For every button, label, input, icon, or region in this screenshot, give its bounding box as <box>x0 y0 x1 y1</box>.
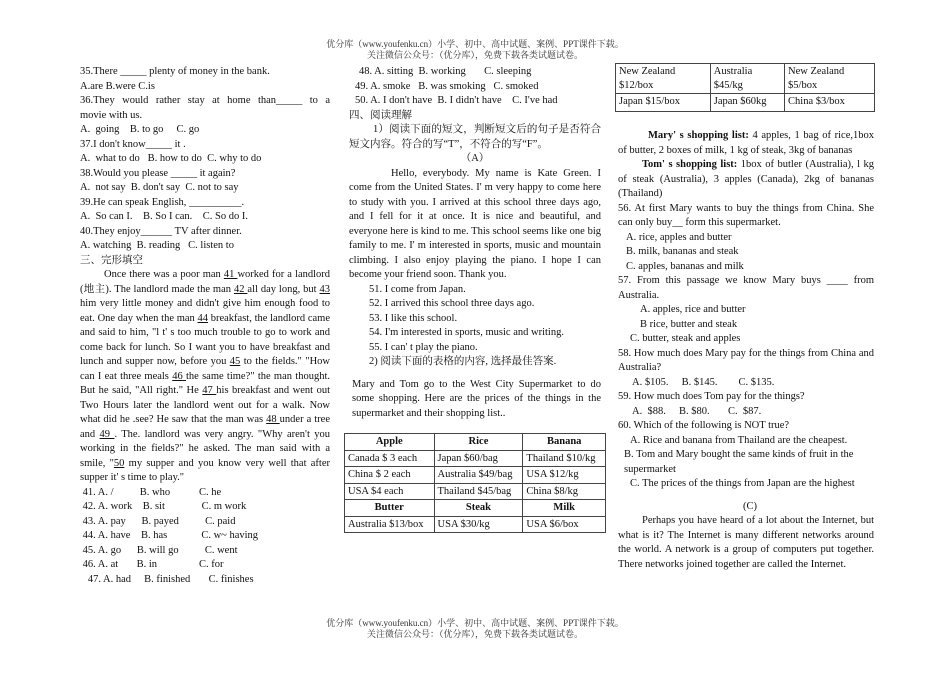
cloze-text: worked for a landlord (地主). The landlord made the man <box>80 269 331 295</box>
table-cell: Australia $13/box <box>345 516 435 533</box>
option-44: 44. A. have B. has C. w~ having <box>80 530 259 541</box>
header-rice: Rice <box>434 434 523 451</box>
question-57: 57. From this passage we know Mary buys ____ from Australia. <box>618 275 874 301</box>
table-header-row <box>345 500 606 517</box>
tom-shopping-list <box>618 158 874 202</box>
price-table-continued <box>615 63 875 112</box>
option-49: 49. A. smoke B. was smoking C. smoked <box>355 80 539 92</box>
table-row <box>345 483 606 500</box>
price-table <box>344 433 606 533</box>
table-cell: China $ 2 each <box>345 467 435 484</box>
option-56a: A. rice, apples and butter <box>626 231 732 243</box>
reading-instruction-1: 1）阅读下面的短文，判断短文后的句子是否符合短文内容。符合的写“T”，不符合的写“F”。 <box>349 124 601 150</box>
table-cell: Japan $60/bag <box>434 450 523 467</box>
question-37: 37.I don't know_____ it . <box>80 138 186 150</box>
table-row <box>616 64 875 94</box>
question-39-options: A. So can I. B. So I can. C. So do I. <box>80 211 248 222</box>
question-38: 38.Would you please _____ it again? <box>80 167 236 179</box>
footer-line-2: 关注微信公众号：（优分库），免费下载各类试题试卷。 <box>366 629 583 639</box>
option-60a: A. Rice and banana from Thailand are the cheapest. <box>630 434 848 446</box>
option-42: 42. A. work B. sit C. m work <box>80 501 247 512</box>
question-39: 39.He can speak English, __________. <box>80 196 245 208</box>
table-row <box>345 450 606 467</box>
option-41: 41. A. / B. who C. he <box>80 486 222 498</box>
question-59: 59. How much does Tom pay for the things? <box>618 391 805 402</box>
option-57a: A. apples, rice and butter <box>640 304 746 315</box>
column-middle <box>349 65 601 533</box>
option-46: 46. A. at B. in C. for <box>80 559 224 570</box>
question-36-options: A. going B. to go C. go <box>80 124 200 135</box>
statement-52: 52. I arrived this school three days ago. <box>369 298 535 309</box>
table-cell: Japan $60kg <box>710 94 784 112</box>
cloze-text: breakfast, the landlord came and said to him, "l t' s too much trouble to go to work and come back for lunch. So I want you to have breakfast and lunch and supper now, before you <box>80 312 330 367</box>
header-line-2: 关注微信公众号：（优分库），免费下载各类试题试卷。 <box>366 50 583 60</box>
passage-c: Perhaps you have heard of a lot about the Internet, but what is it? The Internet is many different networks around the world. A network is a group of computers put together. There networks joined together are called the Internet. <box>618 515 874 570</box>
mary-label: Mary' s shopping list: <box>648 130 749 141</box>
statement-51: 51. I come from Japan. <box>369 283 466 295</box>
question-40: 40.They enjoy______ TV after dinner. <box>80 225 242 237</box>
option-56b: B. milk, bananas and steak <box>626 246 739 257</box>
table-cell: Thailand $45/bag <box>434 483 523 500</box>
part-c-label: (C) <box>743 500 757 512</box>
cloze-text: Once there was a poor man <box>104 269 221 280</box>
table-row <box>345 467 606 484</box>
tom-items: 1box of butler (Australia), l kg of steak (Australia), 3 apples (Canada), 2kg of bananas (Thailand) <box>618 159 874 199</box>
blank-45: 45 <box>229 356 241 367</box>
option-59: A. $88. B. $80. C. $87. <box>632 405 762 417</box>
table-cell: USA $30/kg <box>434 516 523 533</box>
option-60c: C. The prices of the things from Japan are the highest <box>630 478 855 489</box>
header-banana: Banana <box>523 434 606 451</box>
option-57c: C. butter, steak and apples <box>630 333 741 344</box>
statement-54: 54. I'm interested in sports, music and writing. <box>369 327 564 338</box>
table-header-row <box>345 434 606 451</box>
mary-items: 4 apples, 1 bag of rice,1box of butter, 2 boxes of milk, 1 kg of steak, 3kg of bananas <box>618 130 874 156</box>
table-cell: Canada $ 3 each <box>345 450 435 467</box>
table-cell: Australia $45/kg <box>710 64 784 94</box>
table-cell: New Zealand $5/box <box>785 64 875 94</box>
header-line-1: 优分库（www.youfenku.cn）小学、初中、高中试题、案例、PPT课件下载。 <box>326 39 624 49</box>
cloze-text: the same time?" the man thought. But he said, "All right." He <box>80 370 330 396</box>
table-cell: Japan $15/box <box>616 94 711 112</box>
cloze-text: all day long, but <box>247 283 320 295</box>
question-36: 36.They would rather stay at home than_____ to a <box>80 95 330 106</box>
column-left <box>80 65 330 587</box>
cloze-text: his breakfast and went out Two Hours later the landlord went out for a walk. Now what did he .see? He saw that the man was <box>80 385 330 425</box>
option-48: 48. A. sitting B. working C. sleeping <box>359 66 532 77</box>
option-50: 50. A. I don't have B. I didn't have C. I've had <box>355 95 558 106</box>
header-apple: Apple <box>345 434 435 451</box>
part-a-label: （A） <box>460 153 490 164</box>
footer-line-1: 优分库（www.youfenku.cn）小学、初中、高中试题、案例、PPT课件下载。 <box>326 618 624 628</box>
blank-48: 48 <box>266 414 280 425</box>
column-right <box>618 129 874 572</box>
cloze-text: to the fields." "How can I eat three meals <box>80 356 330 382</box>
cloze-text: . The. landlord was very angry. "Why aren't you working in the fields?" he asked. The man said with a smile, " <box>80 428 330 469</box>
question-35-options: A.are B.were C.is <box>80 80 155 92</box>
blank-49: 49 <box>99 428 115 440</box>
cloze-text: under a tree and <box>80 414 330 440</box>
table-cell: USA $4 each <box>345 483 435 500</box>
page-footer <box>0 618 950 640</box>
blank-43: 43 <box>319 283 331 295</box>
page-header <box>0 39 950 61</box>
statement-55: 55. I can' t play the piano. <box>369 341 478 353</box>
cloze-title: 三、完形填空 <box>80 254 143 266</box>
header-butter: Butter <box>345 500 435 517</box>
table-cell: USA $6/box <box>523 516 606 533</box>
question-35: 35.There _____ plenty of money in the bank. <box>80 66 270 77</box>
passage-a: Hello, everybody. My name is Kate Green. I come from the United States. I' m very happy to come here to study with you. I arrived at this school three days ago, and I fell for it at once. It is nice and beautiful, and everyone here is kind to me. This school seems like one big family to me. I' m interested in sports, music and mountain climbing. I also enjoy playing the piano. I hope I can become your friend soon. Thank you. <box>349 167 601 280</box>
option-43: 43. A. pay B. payed C. paid <box>80 515 236 527</box>
question-60: 60. Which of the following is NOT true? <box>618 420 790 431</box>
blank-42: 42 <box>233 283 248 295</box>
blank-41: 41 <box>223 269 238 280</box>
table-row <box>616 94 875 112</box>
table-cell: Australia $49/bag <box>434 467 523 484</box>
blank-44: 44 <box>197 312 209 324</box>
section-4-title: 四、阅读理解 <box>349 109 412 121</box>
blank-46: 46 <box>172 370 186 382</box>
option-60b: B. Tom and Mary bought the same kinds of fruit in the supermarket <box>624 449 854 475</box>
header-steak: Steak <box>434 500 523 517</box>
table-cell: China $3/box <box>785 94 875 112</box>
question-40-options: A. watching B. reading C. listen to <box>80 240 234 251</box>
table-cell: USA $12/kg <box>523 467 606 484</box>
header-milk: Milk <box>523 500 606 517</box>
option-47: 47. A. had B. finished C. finishes <box>80 573 254 585</box>
option-57b: B rice, butter and steak <box>640 318 738 330</box>
blank-50: 50 <box>113 457 125 469</box>
question-56: 56. At first Mary wants to buy the things from China. She can only buy__ form this supermarket. <box>618 202 874 228</box>
table-row <box>345 516 606 533</box>
tom-label: Tom' s shopping list: <box>642 159 738 170</box>
question-38-options: A. not say B. don't say C. not to say <box>80 182 239 193</box>
table-cell: Thailand $10/kg <box>523 450 606 467</box>
table-cell: New Zealand $12/box <box>616 64 711 94</box>
table-cell: China $8/kg <box>523 483 606 500</box>
question-36-cont: movie with us. <box>80 109 143 121</box>
mary-shopping-list <box>618 129 874 158</box>
blank-47: 47 <box>202 385 217 396</box>
cloze-passage <box>80 268 330 486</box>
option-45: 45. A. go B. will go C. went <box>80 544 238 556</box>
option-58: A. $105. B. $145. C. $135. <box>632 376 775 388</box>
reading-instruction-2: 2) 阅读下面的表格的内容, 选择最佳答案. <box>369 356 557 367</box>
cloze-text: him very little money and didn't give him enough food to eat. One day when the man <box>80 298 330 324</box>
cloze-text: my supper and you know very well that after supper it' s time to play." <box>80 457 330 483</box>
passage-b: Mary and Tom go to the West City Supermarket to do some shopping. Here are the prices of the things in the supermarket and their shopping list.. <box>352 378 601 419</box>
statement-53: 53. I like this school. <box>369 312 458 324</box>
question-37-options: A. what to do B. how to do C. why to do <box>80 153 262 164</box>
question-58: 58. How much does Mary pay for the things from China and Australia? <box>618 347 874 373</box>
option-56c: C. apples, bananas and milk <box>626 260 744 272</box>
